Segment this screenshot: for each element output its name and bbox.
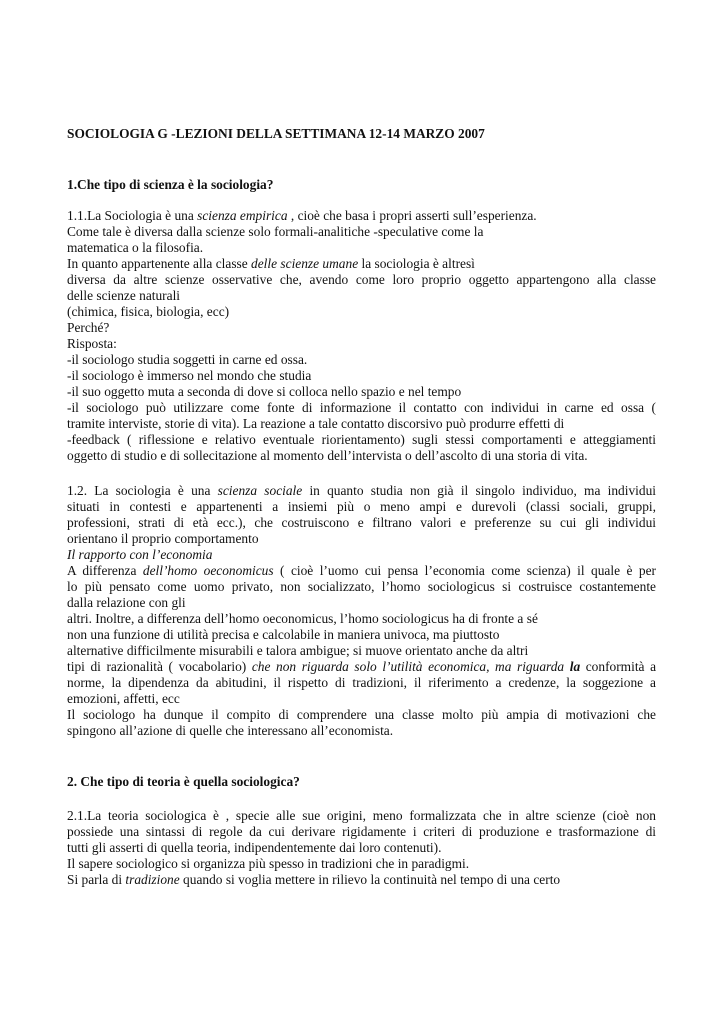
text-span: , cioè che basa i propri asserti sull’esperienza. xyxy=(287,208,537,223)
paragraph-line: lo più pensato come uomo privato, non socializzato, l’homo sociologicus si costruisce costantemente xyxy=(67,579,656,594)
paragraph-line: emozioni, affetti, ecc xyxy=(67,691,180,706)
text-span: Si parla di xyxy=(67,872,126,887)
paragraph-line: -il sociologo è immerso nel mondo che studia xyxy=(67,368,312,383)
text-span: in quanto studia non già il singolo individuo, ma individui xyxy=(302,483,656,498)
paragraph-line xyxy=(67,483,656,499)
text-span: ( cioè l’uomo cui pensa l’economia come scienza) il quale è per xyxy=(273,563,656,578)
paragraph-line: dalla relazione con gli xyxy=(67,595,186,610)
italic-term: tradizione xyxy=(125,872,180,887)
paragraph-line: spingono all’azione di quelle che interessano all’economista. xyxy=(67,723,394,738)
paragraph-line: Come tale è diversa dalla scienze solo formali-analitiche -speculative come la xyxy=(67,224,484,239)
paragraph-line: 2.1.La teoria sociologica è , specie alle sue origini, meno formalizzata che in altre scienze (cioè non xyxy=(67,808,656,823)
italic-term: che non riguarda solo l’utilità economica, ma riguarda xyxy=(251,659,570,674)
paragraph-line: matematica o la filosofia. xyxy=(67,240,204,255)
paragraph-line: diversa da altre scienze osservative che, avendo come loro proprio oggetto appartengono alla classe xyxy=(67,272,656,287)
heading-section-2: 2. Che tipo di teoria è quella sociologica? xyxy=(67,774,300,789)
paragraph-line: -il sociologo studia soggetti in carne ed ossa. xyxy=(67,352,308,367)
paragraph-line xyxy=(67,208,656,224)
paragraph-line: oggetto di studio e di sollecitazione al momento dell’intervista o dell’ascolto di una storia di vita. xyxy=(67,448,588,463)
paragraph-line xyxy=(67,563,656,579)
italic-term: dell’homo oeconomicus xyxy=(142,563,274,578)
italic-term: scienza sociale xyxy=(217,483,303,498)
paragraph-line: alternative difficilmente misurabili e talora ambigue; si muove orientato anche da altri xyxy=(67,643,529,658)
paragraph-line: Risposta: xyxy=(67,336,117,351)
document-title: SOCIOLOGIA G -LEZIONI DELLA SETTIMANA 12-14 MARZO 2007 xyxy=(67,126,485,141)
paragraph-line: tutti gli asserti di quella teoria, indipendentemente dai loro contenuti). xyxy=(67,840,442,855)
text-span: quando si voglia mettere in rilievo la continuità nel tempo di una certo xyxy=(179,872,561,887)
text-span: 1.1.La Sociologia è una xyxy=(67,208,198,223)
paragraph-line: altri. Inoltre, a differenza dell’homo oeconomicus, l’homo sociologicus ha di fronte a sé xyxy=(67,611,538,626)
bold-italic-term: la xyxy=(569,659,581,674)
paragraph-line: orientano il proprio comportamento xyxy=(67,531,259,546)
paragraph-line: -il sociologo può utilizzare come fonte di informazione il contatto con individui in carne ed ossa ( xyxy=(67,400,656,415)
paragraph-line xyxy=(67,256,656,272)
subheading-economia: Il rapporto con l’economia xyxy=(67,547,213,562)
paragraph-line: -il suo oggetto muta a seconda di dove si colloca nello spazio e nel tempo xyxy=(67,384,462,399)
italic-term: scienza empirica xyxy=(197,208,288,223)
paragraph-line: (chimica, fisica, biologia, ecc) xyxy=(67,304,230,319)
text-span: In quanto appartenente alla classe xyxy=(67,256,252,271)
italic-term: delle scienze umane xyxy=(251,256,359,271)
heading-section-1: 1.Che tipo di scienza è la sociologia? xyxy=(67,177,274,192)
text-span: tipi di razionalità ( vocabolario) xyxy=(67,659,252,674)
paragraph-line: Il sociologo ha dunque il compito di comprendere una classe molto più ampia di motivazioni che xyxy=(67,707,656,722)
text-span: conformità a xyxy=(580,659,656,674)
paragraph-line: tramite interviste, storie di vita). La reazione a tale contatto discorsivo può produrre effetti di xyxy=(67,416,565,431)
text-span: la sociologia è altresì xyxy=(358,256,475,271)
paragraph-line: possiede una sintassi di regole da cui derivare rigidamente i criteri di produzione e trasformazione di xyxy=(67,824,656,839)
paragraph-line: Perché? xyxy=(67,320,110,335)
paragraph-line xyxy=(67,659,656,675)
text-span: A differenza xyxy=(67,563,143,578)
paragraph-line xyxy=(67,872,656,888)
paragraph-line: non una funzione di utilità precisa e calcolabile in maniera univoca, ma piuttosto xyxy=(67,627,500,642)
paragraph-line: situati in contesti e appartenenti a insiemi più o meno ampi e durevoli (classi sociali, gruppi, xyxy=(67,499,656,514)
text-span: 1.2. La sociologia è una xyxy=(67,483,218,498)
paragraph-line: Il sapere sociologico si organizza più spesso in tradizioni che in paradigmi. xyxy=(67,856,470,871)
paragraph-line: norme, la dipendenza da abitudini, il rispetto di tradizioni, il riferimento a credenze, la soggezione a xyxy=(67,675,656,690)
paragraph-line: delle scienze naturali xyxy=(67,288,181,303)
paragraph-line: -feedback ( riflessione e relativo eventuale riorientamento) sugli stessi comportamenti e atteggiamenti xyxy=(67,432,656,447)
paragraph-line: professioni, strati di età ecc.), che costruiscono e filtrano valori e preferenze su cui gli individui xyxy=(67,515,656,530)
